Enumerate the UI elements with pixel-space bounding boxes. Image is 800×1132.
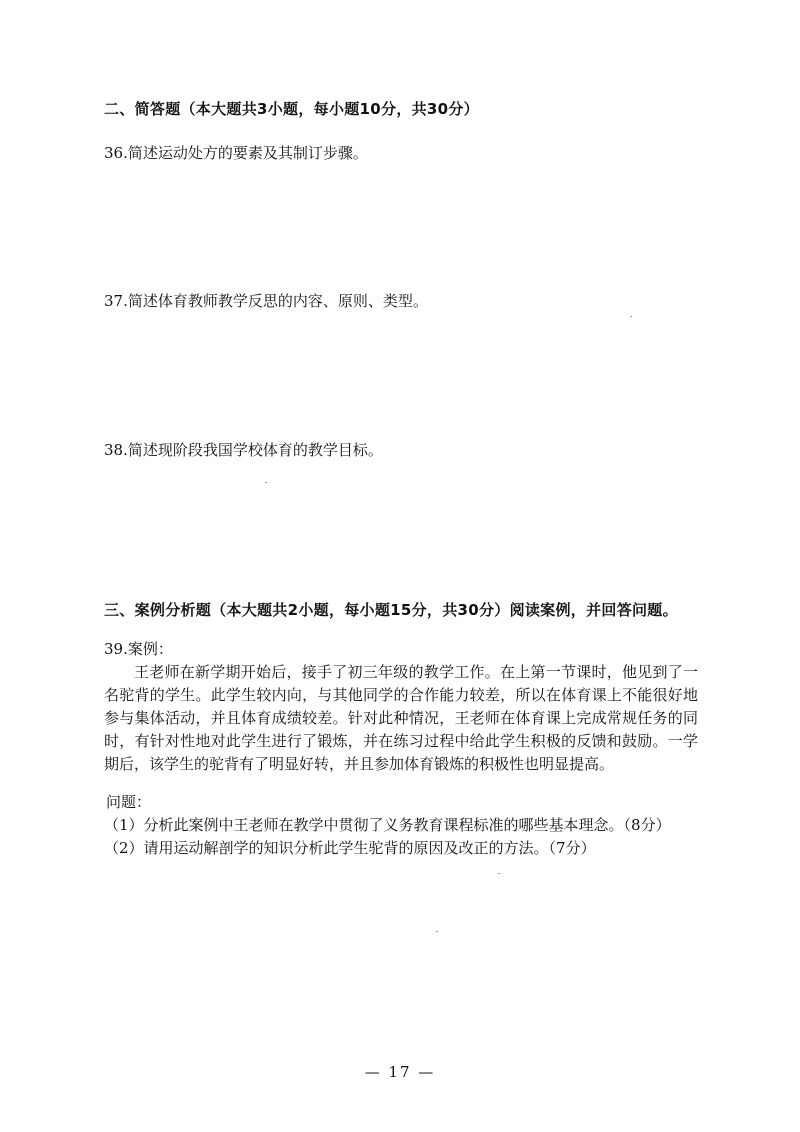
scan-speck [265, 482, 267, 483]
question-36: 36.简述运动处方的要素及其制订步骤。 [104, 144, 368, 162]
page-number: — 17 — [364, 1063, 436, 1081]
question-39-label: 39.案例： [104, 640, 173, 658]
case-text: 王老师在新学期开始后，接手了初三年级的教学工作。在上第一节课时，他见到了一名驼背的学生。此学生较内向，与其他同学的合作能力较差，所以在体育课上不能很好地参与集体活动，并且体育成绩较差。针对此种情况，王老师在体育课上完成常规任务的同时，有针对性地对此学生进行了锻炼，并在练习过程中给此学生积极的反馈和鼓励。一学期后，该学生的驼背有了明显好转，并且参加体育锻炼的积极性也明显提高。 [104, 663, 698, 773]
sub-question-1: （1）分析此案例中王老师在教学中贯彻了义务教育课程标准的哪些基本理念。（8分） [104, 816, 671, 834]
question-38: 38.简述现阶段我国学校体育的教学目标。 [104, 441, 383, 459]
question-37: 37.简述体育教师教学反思的内容、原则、类型。 [104, 292, 428, 310]
scan-speck [498, 873, 500, 874]
sub-question-2: （2）请用运动解剖学的知识分析此学生驼背的原因及改正的方法。（7分） [104, 839, 596, 857]
section-3-heading: 三、案例分析题（本大题共2小题，每小题15分，共30分）阅读案例，并回答问题。 [104, 601, 678, 619]
scan-speck [630, 316, 632, 317]
scan-speck [436, 931, 438, 932]
section-2-heading: 二、简答题（本大题共3小题，每小题10分，共30分） [104, 100, 479, 118]
questions-label: 问题： [106, 793, 152, 811]
